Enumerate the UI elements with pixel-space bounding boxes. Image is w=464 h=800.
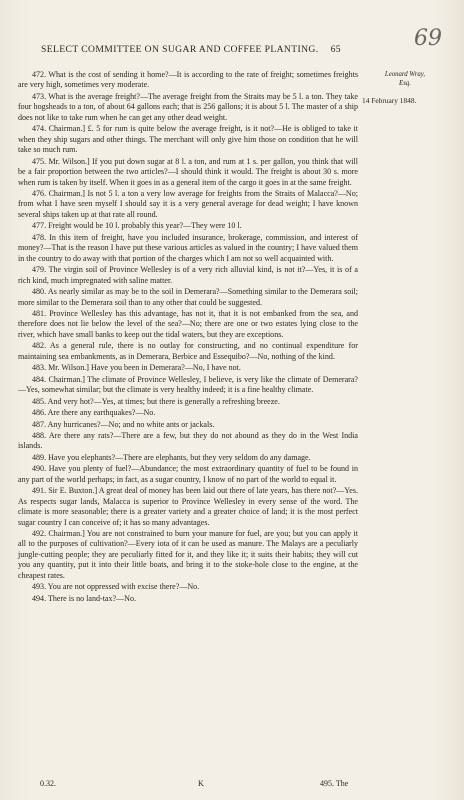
question-paragraph: 481. Province Wellesley has this advantage, has not it, that it is not embanked from the sea, and therefore does not lie below the level of the sea?—No; there are one or two estates lying close to the river, which have small banks to keep out the tidal waters, but they are exceptions.	[18, 308, 358, 339]
handwritten-folio-number: 69	[414, 26, 442, 51]
signature-mark: 0.32.	[40, 779, 56, 788]
header-title: SELECT COMMITTEE ON SUGAR AND COFFEE PLANTING.	[41, 44, 319, 55]
question-paragraph: 492. Chairman.] You are not constrained to burn your manure for fuel, are you; but you can apply it all to the purposes of cultivation?—Every iota of it can be used as manure. The Malays are a peculiarly jungle-cutting people; they are peculiarly fitted for it, and they like it; it suits their habits; they will cut you any quantity, put it into their little boats, and bring it to the stoke-hole close to the engine, at the cheapest rates.	[18, 529, 358, 580]
question-paragraph: 480. As nearly similar as may be to the soil in Demerara?—Something similar to the Demerara soil; more similar to the Demerara soil than to any other that could be suggested.	[18, 287, 358, 307]
catchword: 495. The	[320, 779, 349, 788]
question-paragraph: 487. Any hurricanes?—No; and no white ants or jackals.	[32, 419, 215, 429]
question-paragraph: 479. The virgin soil of Province Wellesley is of a very rich alluvial kind, is not it?—Yes, it is of a rich kind, much impregnated with saline matter.	[18, 265, 358, 285]
margin-date: 14 February 1848.	[362, 96, 417, 105]
question-paragraph: 489. Have you elephants?—There are elephants, but they very seldom do any damage.	[32, 452, 311, 462]
question-paragraph: 484. Chairman.] The climate of Province Wellesley, I believe, is very like the climate of Demerara?—Yes, somewhat similar; but the climate is very healthy indeed; it is a fine healthy climate.	[18, 374, 358, 395]
question-paragraph: 485. And very hot?—Yes, at times; but there is generally a refreshing breeze.	[32, 396, 280, 406]
question-paragraph: 473. What is the average freight?—The average freight from the Straits may be 5 l. a ton. They take four hogsheads to a ton, of about 64 gallons each; that is 256 gallons; it is about 5 l. The master of a ship does not like to take rum when he can get any other dead weight.	[18, 91, 358, 122]
question-paragraph: 488. Are there any rats?—There are a few, but they do not abound as they do in the West India islands.	[18, 430, 358, 451]
question-paragraph: 490. Have you plenty of fuel?—Abundance; the most extraordinary quantity of fuel to be found in any part of the world perhaps; in fact, as a sugar country, I know of no part of the world to equal it.	[18, 464, 358, 484]
header-page-number: 65	[330, 44, 341, 55]
question-paragraph: 472. What is the cost of sending it home?—It is according to the rate of freight; sometimes freights are very high, sometimes very moderate.	[18, 70, 358, 90]
page-footer	[40, 779, 349, 791]
question-paragraph: 483. Mr. Wilson.] Have you been in Demerara?—No, I have not.	[32, 363, 241, 373]
question-paragraph: 477. Freight would be 10 l. probably this year?—They were 10 l.	[32, 221, 242, 231]
question-paragraph: 486. Are there any earthquakes?—No.	[32, 408, 156, 418]
margin-witness-name	[370, 70, 440, 88]
question-paragraph: 493. You are not oppressed with excise there?—No.	[32, 582, 200, 592]
running-header	[26, 44, 356, 55]
testimony-body	[18, 70, 358, 605]
question-paragraph: 474. Chairman.] £. 5 for rum is quite below the average freight, is it not?—He is obliged to take it when they ship sugars and other things. The merchant will only give him those on condition that he will take so much rum.	[18, 124, 358, 155]
question-paragraph: 494. There is no land-tax?—No.	[32, 593, 136, 603]
question-paragraph: 491. Sir E. Buxton.] A great deal of money has been laid out there of late years, has there not?—Yes. As respects sugar lands, Malacca is superior to Province Wellesley in every sense of the word. The climate is more seasonable; there is a greater variety and a greater choice of land; it is the most perfect sugar country I can conceive of; it has so many advantages.	[18, 486, 358, 527]
question-paragraph: 476. Chairman.] Is not 5 l. a ton a very low average for freights from the Straits of Malacca?—No; from what I have seen myself I should say it is a very general average for dead weight; I have known several ships taken up at that rate all round.	[18, 188, 358, 219]
witness-name: Leonard Wray,	[384, 71, 426, 78]
question-paragraph: 475. Mr. Wilson.] If you put down sugar at 8 l. a ton, and rum at 1 s. per gallon, you think that will be a fair proportion between the two articles?—I should think it would. The freight is about 30 s. more when rum is taken by itself. When it goes in as a general item of the cargo it goes in at the same freight.	[18, 156, 358, 187]
sheet-mark: K	[198, 779, 204, 788]
question-paragraph: 478. In this item of freight, have you included insurance, brokerage, commission, and interest of money?—That is the reason I have put these various articles as valued in the country; I have valued them in the country to do away with that portion of the charges which I am not so well acquainted with.	[18, 232, 358, 263]
question-paragraph: 482. As a general rule, there is no outlay for constructing, and no continual expenditure for maintaining sea embankments, as in Demerara, Berbice and Essequibo?—No, nothing of the kind.	[18, 341, 358, 361]
witness-title: Esq.	[399, 80, 411, 87]
